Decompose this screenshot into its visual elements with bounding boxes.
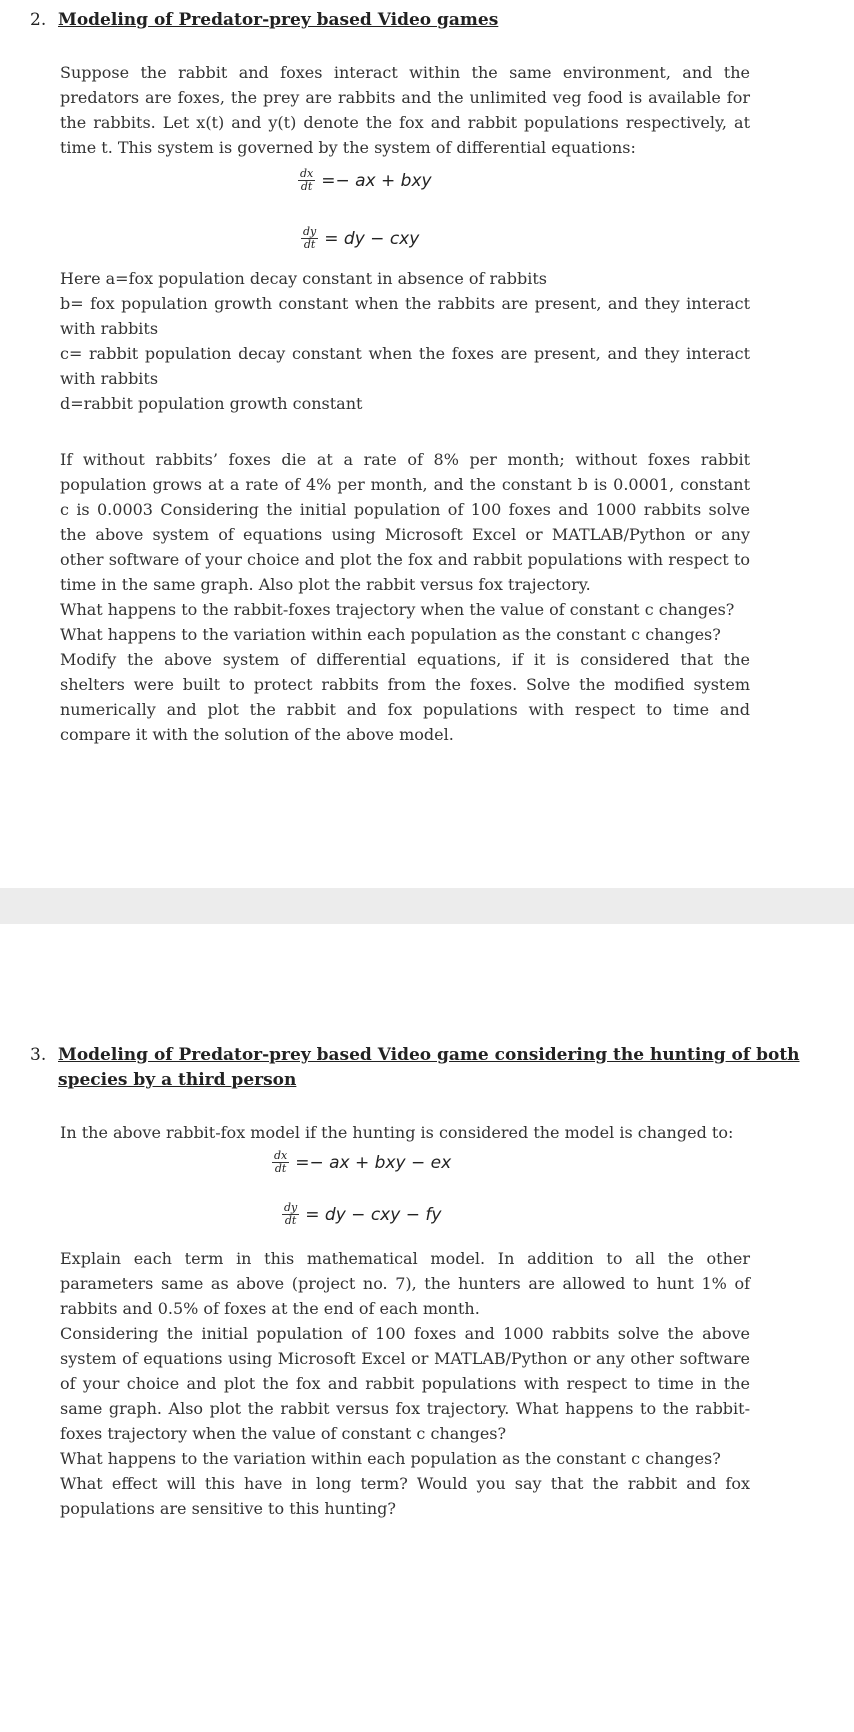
task-text: Considering the initial population of 100 foxes and 1000 rabbits solve the above system of equations using Microsoft Excel or MATLAB/Python or any other software of your choice and plot the fox and rabbit populations with respect to time in the same graph. Also plot the rabbit versus fox trajectory. What happens to the rabbit-foxes trajectory when the value of constant c changes?: [60, 1324, 750, 1443]
section-2-equation-1: $\frac{dx}{dt}$ =− ax + bxy: [300, 167, 432, 193]
section-3-heading: [30, 1045, 800, 1065]
definition-c: c= rabbit population decay constant when the foxes are present, and they interact with rabbits: [60, 344, 750, 388]
section-3-equation-1: $\frac{dx}{dt}$ =− ax + bxy − ex: [274, 1149, 452, 1175]
question-1: What happens to the rabbit-foxes trajectory when the value of constant c changes?: [60, 600, 735, 619]
definition-a: Here a=fox population decay constant in absence of rabbits: [60, 269, 547, 288]
definition-d: d=rabbit population growth constant: [60, 394, 363, 413]
page-divider: [0, 888, 854, 924]
section-3-title-line-2: species by a third person: [58, 1070, 297, 1090]
top-edge: [0, 0, 854, 4]
definition-b: b= fox population growth constant when the rabbits are present, and they interact with rabbits: [60, 294, 750, 338]
task-text: If without rabbits’ foxes die at a rate of 8% per month; without foxes rabbit population grows at a rate of 4% per month, and the constant b is 0.0001, constant c is 0.0003 Considering the initial population of 100 foxes and 1000 rabbits solve the above system of equations using Microsoft Excel or MATLAB/Python or any other software of your choice and plot the fox and rabbit populations with respect to time in the same graph. Also plot the rabbit versus fox trajectory.: [60, 450, 750, 594]
fraction: $\frac{dy}{dt}$: [284, 1201, 298, 1227]
section-3-heading-line-2: [58, 1070, 296, 1090]
section-3-number: 3.: [30, 1045, 47, 1065]
section-3-intro: In the above rabbit-fox model if the hunting is considered the model is changed to:: [60, 1123, 734, 1142]
section-2-definitions: [60, 266, 750, 416]
question-1: What happens to the variation within each population as the constant c changes?: [60, 1449, 721, 1468]
section-2-number: 2.: [30, 10, 47, 30]
section-2-tasks: [60, 447, 750, 747]
fraction: $\frac{dy}{dt}$: [303, 225, 317, 251]
question-3: Modify the above system of differential equations, if it is considered that the shelters were built to protect rabbits from the foxes. Solve the modified system numerically and plot the rabbit and fox populations with respect to time and compare it with the solution of the above model.: [60, 650, 750, 744]
section-2-equation-2: $\frac{dy}{dt}$ = dy − cxy: [303, 225, 420, 251]
question-2: What happens to the variation within each population as the constant c changes?: [60, 625, 721, 644]
fraction: $\frac{dx}{dt}$: [274, 1149, 288, 1175]
fraction: $\frac{dx}{dt}$: [300, 167, 314, 193]
section-3-title-line-1: Modeling of Predator-prey based Video game considering the hunting of both: [58, 1045, 800, 1065]
question-2: What effect will this have in long term? Would you say that the rabbit and fox populations are sensitive to this hunting?: [60, 1474, 750, 1518]
explain-text: Explain each term in this mathematical model. In addition to all the other parameters same as above (project no. 7), the hunters are allowed to hunt 1% of rabbits and 0.5% of foxes at the end of each month.: [60, 1249, 750, 1318]
section-3-equation-2: $\frac{dy}{dt}$ = dy − cxy − fy: [284, 1201, 442, 1227]
section-2-heading: [30, 10, 498, 30]
section-3-body: [60, 1246, 750, 1521]
section-2-intro: Suppose the rabbit and foxes interact within the same environment, and the predators are foxes, the prey are rabbits and the unlimited veg food is available for the rabbits. Let x(t) and y(t) denote the fox and rabbit populations respectively, at time t. This system is governed by the system of differential equations:: [60, 63, 750, 157]
section-2-title: Modeling of Predator-prey based Video games: [58, 10, 499, 30]
